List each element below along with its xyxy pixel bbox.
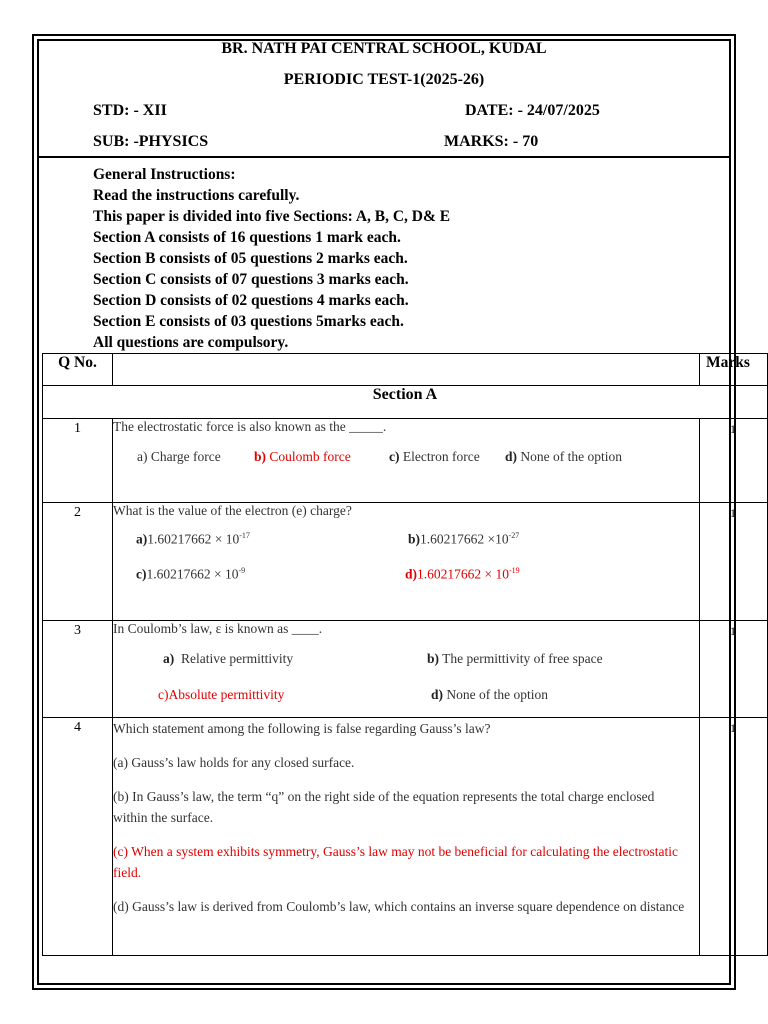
option-line	[113, 449, 699, 484]
option-text: 1.60217662 ×10	[420, 531, 509, 547]
table-header-row	[43, 354, 768, 386]
subject-label: SUB: -PHYSICS	[93, 133, 209, 150]
question-number: 3	[43, 621, 113, 718]
question-header	[113, 354, 700, 386]
instruction-line: Section A consists of 16 questions 1 mark each.	[93, 229, 401, 246]
option-exponent: -17	[239, 531, 250, 540]
marks-header: Marks	[700, 354, 768, 386]
marks-label: MARKS: - 70	[444, 133, 539, 150]
option-text: Relative permittivity	[181, 651, 294, 666]
option-label: b)	[427, 651, 440, 666]
instruction-line: All questions are compulsory.	[93, 334, 289, 351]
option-c	[158, 687, 284, 703]
option-label: d)	[405, 566, 418, 582]
instruction-line: This paper is divided into five Sections: A, B, C, D& E	[93, 208, 451, 225]
question-text: Which statement among the following is false regarding Gauss’s law?	[113, 721, 491, 736]
table-row	[43, 419, 768, 503]
question-cell	[113, 718, 700, 956]
option-line	[113, 566, 699, 601]
question-marks: 1	[700, 621, 768, 718]
option-text: None of the option	[446, 687, 548, 702]
option-label: b)	[254, 449, 267, 464]
question-text: In Coulomb’s law, ε is known as ____.	[113, 621, 323, 636]
instruction-line: General Instructions:	[93, 166, 236, 183]
option-text: None of the option	[520, 449, 622, 464]
option-label: d)	[505, 449, 518, 464]
question-number: 1	[43, 419, 113, 503]
option-c: (c) When a system exhibits symmetry, Gauss’s law may not be beneficial for calculating the electrostatic field.	[113, 844, 678, 880]
option-c	[136, 566, 245, 583]
option-text: Absolute permittivity	[168, 687, 285, 702]
option-a	[136, 531, 250, 548]
option-b	[254, 449, 351, 465]
option-c	[389, 449, 480, 465]
option-a: (a) Gauss’s law holds for any closed surface.	[113, 755, 355, 770]
question-marks: 1	[700, 718, 768, 956]
option-line	[113, 651, 699, 687]
option-b: (b) In Gauss’s law, the term “q” on the right side of the equation represents the total charge enclosed within the surface.	[113, 789, 655, 825]
date-label: DATE: - 24/07/2025	[465, 102, 600, 119]
option-exponent: -27	[508, 531, 520, 540]
option-label: c)	[158, 687, 169, 702]
option-d	[431, 687, 548, 703]
option-label: c)	[389, 449, 400, 464]
option-text: The permittivity of free space	[442, 651, 603, 666]
section-row	[43, 386, 768, 419]
option-text: 1.60217662 × 10	[146, 566, 239, 582]
option-d	[505, 449, 622, 465]
option-a	[137, 449, 221, 465]
question-number: 4	[43, 718, 113, 956]
option-label: c)	[136, 566, 147, 582]
option-d	[405, 566, 520, 583]
question-cell	[113, 503, 700, 621]
std-label: STD: - XII	[93, 102, 167, 119]
header-divider	[37, 156, 731, 158]
instruction-line: Read the instructions carefully.	[93, 187, 300, 204]
qno-header: Q No.	[43, 354, 113, 386]
instruction-line: Section C consists of 07 questions 3 marks each.	[93, 271, 409, 288]
table-row	[43, 503, 768, 621]
option-text: 1.60217662 × 10	[417, 566, 510, 582]
option-label: a)	[163, 651, 175, 666]
option-b	[427, 651, 603, 667]
instruction-line: Section D consists of 02 questions 4 marks each.	[93, 292, 409, 309]
option-line	[113, 687, 699, 709]
table-row	[43, 621, 768, 718]
option-a	[163, 651, 293, 667]
option-label: a)	[136, 531, 148, 547]
question-marks: 1	[700, 419, 768, 503]
question-marks: 1	[700, 503, 768, 621]
general-instructions	[93, 164, 450, 353]
section-a-title: Section A	[43, 386, 768, 419]
option-text: Electron force	[402, 449, 480, 464]
option-exponent: -9	[238, 566, 246, 575]
option-d: (d) Gauss’s law is derived from Coulomb’s law, which contains an inverse square dependence on distance	[113, 899, 685, 914]
instruction-line: Section E consists of 03 questions 5marks each.	[93, 313, 404, 330]
option-b	[408, 531, 519, 548]
test-title: PERIODIC TEST-1(2025-26)	[283, 71, 485, 88]
option-label: a)	[137, 449, 148, 464]
table-row	[43, 718, 768, 956]
option-text: Charge force	[150, 449, 221, 464]
instruction-line: Section B consists of 05 questions 2 marks each.	[93, 250, 408, 267]
question-table	[42, 353, 768, 956]
option-label: d)	[431, 687, 444, 702]
option-text: Coulomb force	[269, 449, 351, 464]
question-cell	[113, 419, 700, 503]
question-number: 2	[43, 503, 113, 621]
question-text: What is the value of the electron (e) charge?	[113, 503, 352, 518]
school-name: BR. NATH PAI CENTRAL SCHOOL, KUDAL	[221, 40, 547, 57]
option-line	[113, 531, 699, 566]
option-exponent: -19	[509, 566, 520, 575]
option-text: 1.60217662 × 10	[147, 531, 240, 547]
question-text: The electrostatic force is also known as the _____.	[113, 419, 387, 434]
option-label: b)	[408, 531, 421, 547]
question-cell	[113, 621, 700, 718]
